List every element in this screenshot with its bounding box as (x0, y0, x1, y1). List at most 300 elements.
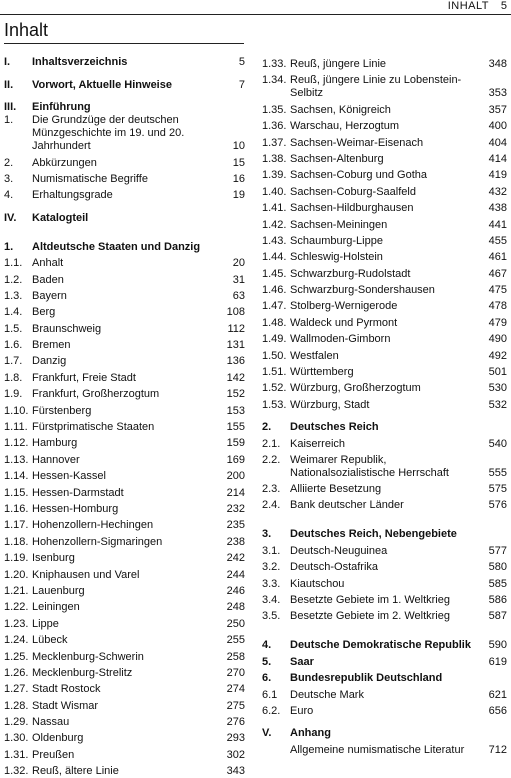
toc-entry (4, 762, 245, 778)
toc-entry (262, 395, 507, 411)
toc-entry-title: Sachsen-Coburg und Gotha (290, 169, 427, 182)
toc-entry-number: 1.25. (4, 650, 29, 663)
toc-entry-page: 136 (226, 355, 245, 368)
toc-entry-page: 353 (488, 87, 507, 100)
toc-left-column (4, 53, 245, 778)
toc-entry-number: 1.22. (4, 601, 29, 614)
toc-entry-title: Reuß, jüngere Linie (290, 58, 387, 71)
toc-entry-title: Hohenzollern-Hechingen (32, 519, 154, 532)
toc-entry-title: Katalogteil (32, 211, 89, 224)
toc-entry-page: 357 (488, 103, 507, 116)
toc-entry-page: 619 (488, 655, 507, 668)
toc-entry-number: 3.4. (262, 593, 281, 606)
toc-entry-page: 438 (488, 202, 507, 215)
toc-entry-title: Hessen-Homburg (32, 502, 119, 515)
toc-entry-number: I. (4, 56, 11, 69)
toc-entry (262, 199, 507, 215)
toc-entry-page: 540 (488, 437, 507, 450)
toc-entry (262, 313, 507, 329)
toc-entry (4, 565, 245, 581)
toc-entry-number: 3. (4, 172, 14, 185)
toc-entry-page: 555 (488, 466, 507, 479)
toc-entry (262, 607, 507, 623)
toc-entry-label (262, 58, 489, 71)
toc-entry (4, 352, 245, 368)
toc-entry (262, 652, 507, 668)
toc-entry-title: Schwarzburg-Rudolstadt (290, 267, 411, 280)
toc-entry-page: 10 (232, 140, 245, 153)
toc-entry-label (4, 257, 233, 270)
toc-entry-title: Hannover (32, 453, 80, 466)
toc-entry (262, 685, 507, 701)
toc-entry-page: 432 (488, 185, 507, 198)
toc-entry-title: Alliierte Besetzung (290, 482, 382, 495)
toc-entry-page: 246 (226, 584, 245, 597)
toc-entry-label (4, 339, 227, 352)
toc-entry-title: Mecklenburg-Strelitz (32, 666, 133, 679)
toc-entry (262, 150, 507, 166)
toc-entry-title: Sachsen-Coburg-Saalfeld (290, 185, 416, 198)
toc-entry-number: 6.2. (262, 704, 281, 717)
toc-entry-title: Lauenburg (32, 584, 85, 597)
toc-entry-title: Sachsen-Altenburg (290, 152, 384, 165)
toc-entry-number: 1.37. (262, 136, 287, 149)
toc-entry-number: 1.52. (262, 382, 287, 395)
toc-entry-title: Besetzte Gebiete im 1. Weltkrieg (290, 593, 450, 606)
toc-entry-title: Oldenburg (32, 732, 84, 745)
toc-entry-title: Kiautschou (290, 577, 345, 590)
toc-entry-title: Abkürzungen (32, 156, 97, 169)
toc-entry-number: 1.50. (262, 349, 287, 362)
toc-entry (262, 248, 507, 264)
toc-entry-label (4, 454, 227, 467)
toc-entry-title: Stadt Rostock (32, 683, 101, 696)
toc-entry-number: 1.3. (4, 289, 23, 302)
toc-entry-number: 6.1 (262, 688, 278, 701)
toc-entry (262, 55, 507, 71)
toc-entry-title: Lippe (32, 617, 59, 630)
toc-entry-page: 530 (488, 382, 507, 395)
toc-entry-page: 467 (488, 267, 507, 280)
toc-entry-number: 1.14. (4, 470, 29, 483)
toc-entry-page: 461 (488, 251, 507, 264)
toc-entry-label (4, 536, 227, 549)
toc-entry-number: 1.40. (262, 185, 287, 198)
toc-entry-title: Fürstprimatische Staaten (32, 421, 155, 434)
toc-entry (4, 170, 245, 186)
toc-entry-number: 1.23. (4, 617, 29, 630)
toc-entry (262, 418, 507, 434)
toc-entry-title: Deutsche Mark (290, 688, 364, 701)
toc-entry (4, 186, 245, 202)
toc-entry-number: 2.1. (262, 437, 281, 450)
toc-entry-page: 478 (488, 300, 507, 313)
toc-entry-page: 419 (488, 169, 507, 182)
toc-entry-number: 1.33. (262, 58, 287, 71)
toc-entry-label (4, 716, 227, 729)
page-number: 5 (500, 0, 507, 12)
toc-entry-label (4, 552, 227, 565)
toc-entry-title: Frankfurt, Freie Stadt (32, 371, 136, 384)
toc-entry-title: Weimarer Republik, Nationalsozialistische Herrschaft (290, 453, 449, 479)
toc-entry (262, 281, 507, 297)
toc-entry-title: Die Grundzüge der deutschen Münzgeschichte im 19. und 20. Jahrhundert (32, 114, 185, 153)
toc-entry (4, 713, 245, 729)
toc-entry-number: 1.20. (4, 568, 29, 581)
toc-entry-number: 1.46. (262, 284, 287, 297)
toc-entry-label (262, 219, 489, 232)
toc-entry-title: Hessen-Kassel (32, 470, 106, 483)
toc-entry (4, 483, 245, 499)
toc-entry-title: Erhaltungsgrade (32, 189, 113, 202)
toc-entry-title: Schwarzburg-Sondershausen (290, 284, 435, 297)
toc-entry-page: 577 (488, 544, 507, 557)
toc-entry-title: Schaumburg-Lippe (290, 234, 383, 247)
toc-entry-title: Sachsen-Weimar-Eisenach (290, 136, 424, 149)
toc-entry-number: 1.12. (4, 437, 29, 450)
toc-entry-page: 587 (488, 610, 507, 623)
toc-entry-label (262, 153, 489, 166)
toc-entry-page: 20 (232, 257, 245, 270)
toc-entry (4, 664, 245, 680)
toc-entry (262, 117, 507, 133)
toc-entry-page: 232 (226, 502, 245, 515)
toc-entry (262, 71, 507, 100)
toc-entry-title: Deutsches Reich (290, 421, 379, 434)
toc-entry (262, 496, 507, 512)
toc-entry-label (4, 405, 227, 418)
toc-entry-title: Baden (32, 273, 64, 286)
toc-entry-number: 1.47. (262, 300, 287, 313)
toc-entry-title: Deutsches Reich, Nebengebiete (290, 528, 457, 541)
toc-entry-number: 2. (262, 421, 272, 434)
toc-entry-title: Stolberg-Wernigerode (290, 300, 398, 313)
toc-entry (262, 702, 507, 718)
toc-entry-page: 142 (226, 371, 245, 384)
toc-entry-page: 16 (232, 172, 245, 185)
toc-entry-number: 1.24. (4, 634, 29, 647)
toc-entry-label (262, 421, 507, 434)
toc-entry-number: 2.4. (262, 499, 281, 512)
toc-entry-label (262, 268, 489, 281)
toc-entry-title: Allgemeine numismatische Literatur (290, 743, 465, 756)
toc-entry-page: 576 (488, 499, 507, 512)
toc-entry (4, 598, 245, 614)
toc-entry-number: 1.44. (262, 251, 287, 264)
toc-entry-page: 621 (488, 688, 507, 701)
toc-entry (262, 512, 507, 541)
toc-entry-label (4, 274, 233, 287)
toc-entry-label (4, 683, 227, 696)
toc-entry-page: 19 (232, 189, 245, 202)
toc-entry (262, 740, 507, 756)
toc-entry-number: 1.15. (4, 486, 29, 499)
toc-entry-label (262, 672, 507, 685)
toc-entry-label (262, 399, 489, 412)
toc-entry-number: 1.21. (4, 584, 29, 597)
toc-entry-title: Würzburg, Großherzogtum (290, 382, 421, 395)
toc-entry-title: Vorwort, Aktuelle Hinweise (32, 78, 172, 91)
toc-entry-title: Fürstenberg (32, 404, 92, 417)
toc-entry (4, 270, 245, 286)
toc-entry-label (4, 651, 227, 664)
toc-entry-title: Altdeutsche Staaten und Danzig (32, 240, 201, 253)
toc-entry-title: Numismatische Begriffe (32, 172, 148, 185)
toc-entry-label (4, 569, 227, 582)
toc-entry-number: 1.30. (4, 732, 29, 745)
toc-entry-label (4, 388, 227, 401)
toc-entry-number: 1.32. (4, 765, 29, 778)
toc-entry-page: 590 (488, 639, 507, 652)
toc-entry-page: 270 (226, 666, 245, 679)
toc-entry (4, 75, 245, 91)
toc-entry-label (262, 137, 489, 150)
toc-entry-label (262, 300, 489, 313)
toc-entry-title: Euro (290, 704, 314, 717)
toc-entry-label (262, 317, 489, 330)
toc-entry (262, 264, 507, 280)
toc-entry (262, 434, 507, 450)
toc-entry (4, 401, 245, 417)
toc-entry-number: 2.3. (262, 482, 281, 495)
toc-entry (4, 208, 245, 224)
toc-entry-number: 1.53. (262, 398, 287, 411)
toc-entry-label (4, 503, 227, 516)
toc-entry-label (4, 749, 227, 762)
toc-entry-page: 108 (226, 306, 245, 319)
toc-entry-label (262, 483, 489, 496)
toc-entry-title: Nassau (32, 716, 70, 729)
toc-entry-label (4, 487, 227, 500)
toc-entry-page: 235 (226, 519, 245, 532)
toc-entry-label (262, 169, 489, 182)
toc-entry-page: 112 (227, 322, 245, 335)
toc-entry-title: Warschau, Herzogtum (290, 120, 400, 133)
toc-entry-label (262, 120, 489, 133)
toc-entry-number: 1.19. (4, 552, 29, 565)
toc-entry-number: 1.9. (4, 388, 23, 401)
toc-entry-label (262, 610, 489, 623)
toc-entry-title: Hohenzollern-Sigmaringen (32, 535, 163, 548)
toc-entry-label (4, 667, 227, 680)
toc-entry-number: 1. (4, 114, 14, 127)
toc-entry-page: 155 (226, 421, 245, 434)
toc-entry (262, 166, 507, 182)
toc-entry (262, 182, 507, 198)
toc-entry-number: 1.6. (4, 339, 23, 352)
toc-entry-number: 2.2. (262, 453, 281, 466)
toc-entry-page: 404 (488, 136, 507, 149)
toc-entry-page: 15 (232, 156, 245, 169)
toc-entry-page: 31 (232, 273, 245, 286)
toc-entry (4, 254, 245, 270)
toc-entry-page: 276 (226, 716, 245, 729)
toc-entry-number: 1.49. (262, 333, 287, 346)
toc-entry-page: 455 (488, 234, 507, 247)
toc-entry-title: Danzig (32, 355, 67, 368)
toc-entry (4, 153, 245, 169)
toc-entry-page: 580 (488, 561, 507, 574)
toc-entry-number: 3.5. (262, 610, 281, 623)
toc-entry-title: Braunschweig (32, 322, 102, 335)
toc-entry-page: 656 (488, 704, 507, 717)
toc-entry-number: 1.16. (4, 502, 29, 515)
toc-entry-page: 7 (238, 78, 245, 91)
toc-entry (4, 319, 245, 335)
toc-entry-title: Stadt Wismar (32, 699, 99, 712)
toc-entry-page: 159 (226, 437, 245, 450)
toc-entry (4, 696, 245, 712)
toc-entry-title: Sachsen-Hildburghausen (290, 202, 414, 215)
toc-entry-page: 274 (226, 683, 245, 696)
toc-entry-number: 1.38. (262, 152, 287, 165)
toc-entry-number: 2. (4, 156, 14, 169)
toc-entry-number: 1.35. (262, 103, 287, 116)
toc-entry (262, 215, 507, 231)
toc-entry (4, 53, 245, 69)
toc-entry-page: 302 (226, 748, 245, 761)
toc-entry-page: 238 (226, 535, 245, 548)
toc-entry-label (4, 173, 233, 186)
toc-entry-label (4, 56, 239, 69)
toc-entry-label (262, 499, 489, 512)
toc-entry-label (262, 251, 489, 264)
toc-entry-page: 492 (488, 349, 507, 362)
toc-right-column (262, 55, 507, 757)
toc-entry-number: 1.4. (4, 306, 23, 319)
toc-entry-title: Deutsch-Ostafrika (290, 561, 379, 574)
toc-entry-title: Inhaltsverzeichnis (32, 56, 128, 69)
toc-entry (4, 582, 245, 598)
toc-entry-title: Preußen (32, 748, 75, 761)
toc-entry (4, 418, 245, 434)
toc-entry-label (262, 284, 489, 297)
toc-entry-number: 1.42. (262, 218, 287, 231)
toc-entry-label (262, 202, 489, 215)
running-head (0, 0, 511, 15)
toc-entry-title: Kaiserreich (290, 437, 346, 450)
toc-entry (4, 98, 245, 114)
toc-entry-label (262, 104, 489, 117)
toc-entry-page: 414 (488, 152, 507, 165)
toc-entry-number: 4. (262, 639, 272, 652)
toc-entry-label (4, 700, 227, 713)
toc-entry-title: Bremen (32, 339, 71, 352)
toc-entry (4, 287, 245, 303)
toc-entry-page: 248 (226, 601, 245, 614)
toc-entry-number: 1.28. (4, 699, 29, 712)
toc-entry-number: 1.5. (4, 322, 23, 335)
toc-entry-number: 1.29. (4, 716, 29, 729)
toc-entry-title: Besetzte Gebiete im 2. Weltkrieg (290, 610, 450, 623)
toc-entry-title: Waldeck und Pyrmont (290, 316, 398, 329)
toc-entry-label (4, 437, 227, 450)
toc-entry (262, 133, 507, 149)
toc-entry-title: Sachsen-Meiningen (290, 218, 388, 231)
toc-entry-title: Württemberg (290, 366, 354, 379)
toc-entry-page: 475 (488, 284, 507, 297)
toc-entry-page: 275 (226, 699, 245, 712)
toc-entry-label (4, 732, 227, 745)
toc-entry-label (262, 454, 489, 480)
toc-entry-number: 1.43. (262, 234, 287, 247)
toc-entry-page: 255 (226, 634, 245, 647)
toc-entry-page: 244 (226, 568, 245, 581)
toc-entry-label (262, 561, 489, 574)
toc-entry-number: IV. (4, 211, 17, 224)
toc-entry-number: 1.1. (4, 257, 23, 270)
toc-entry-label (262, 639, 489, 652)
toc-entry (262, 297, 507, 313)
toc-entry (262, 669, 507, 685)
toc-entry-number: 1.27. (4, 683, 29, 696)
toc-entry-label (262, 656, 489, 669)
toc-entry-title: Reuß, ältere Linie (32, 765, 119, 778)
toc-entry-page: 169 (226, 453, 245, 466)
toc-entry (4, 631, 245, 647)
toc-entry-label (262, 594, 489, 607)
toc-entry-number: 1.36. (262, 120, 287, 133)
toc-entry-number: 1.10. (4, 404, 29, 417)
toc-entry-page: 575 (488, 482, 507, 495)
toc-entry-number: 1.48. (262, 316, 287, 329)
running-title: INHALT (447, 0, 489, 12)
toc-entry-page: 585 (488, 577, 507, 590)
toc-entry-title: Würzburg, Stadt (290, 398, 370, 411)
toc-entry-label (262, 366, 489, 379)
toc-entry-number: 1.17. (4, 519, 29, 532)
toc-entry-label (4, 421, 227, 434)
toc-entry-page: 63 (232, 289, 245, 302)
toc-entry-page: 343 (226, 765, 245, 778)
toc-entry-label (262, 727, 507, 740)
toc-entry-label (262, 333, 489, 346)
toc-entry-label (262, 438, 489, 451)
toc-entry (4, 385, 245, 401)
toc-entry-page: 152 (226, 388, 245, 401)
toc-entry-number: 1.13. (4, 453, 29, 466)
toc-entry-title: Saar (290, 655, 314, 668)
toc-entry-page: 258 (226, 650, 245, 663)
toc-entry-page: 348 (488, 58, 507, 71)
toc-entry-page: 242 (226, 552, 245, 565)
toc-entry-number: 1. (4, 240, 14, 253)
toc-entry (4, 450, 245, 466)
toc-entry-number: V. (262, 727, 272, 740)
toc-entry (262, 623, 507, 652)
toc-entry (4, 549, 245, 565)
toc-entry (4, 680, 245, 696)
toc-entry-title: Leiningen (32, 601, 80, 614)
toc-entry-title: Hessen-Darmstadt (32, 486, 124, 499)
toc-entry-title: Sachsen, Königreich (290, 103, 391, 116)
toc-entry (262, 480, 507, 496)
toc-entry-number: 1.39. (262, 169, 287, 182)
toc-entry-label (4, 585, 227, 598)
toc-entry (4, 516, 245, 532)
toc-entry-title: Kniphausen und Varel (32, 568, 140, 581)
toc-entry-number: 1.18. (4, 535, 29, 548)
page-title: Inhalt (4, 17, 244, 44)
toc-entry (262, 558, 507, 574)
toc-entry-number: 5. (262, 655, 272, 668)
toc-entry (4, 114, 245, 153)
toc-entry-label (4, 634, 227, 647)
toc-entry-page: 293 (226, 732, 245, 745)
toc-entry-title: Einführung (32, 101, 91, 114)
toc-entry-label (4, 189, 233, 202)
toc-entry-title: Westfalen (290, 349, 339, 362)
